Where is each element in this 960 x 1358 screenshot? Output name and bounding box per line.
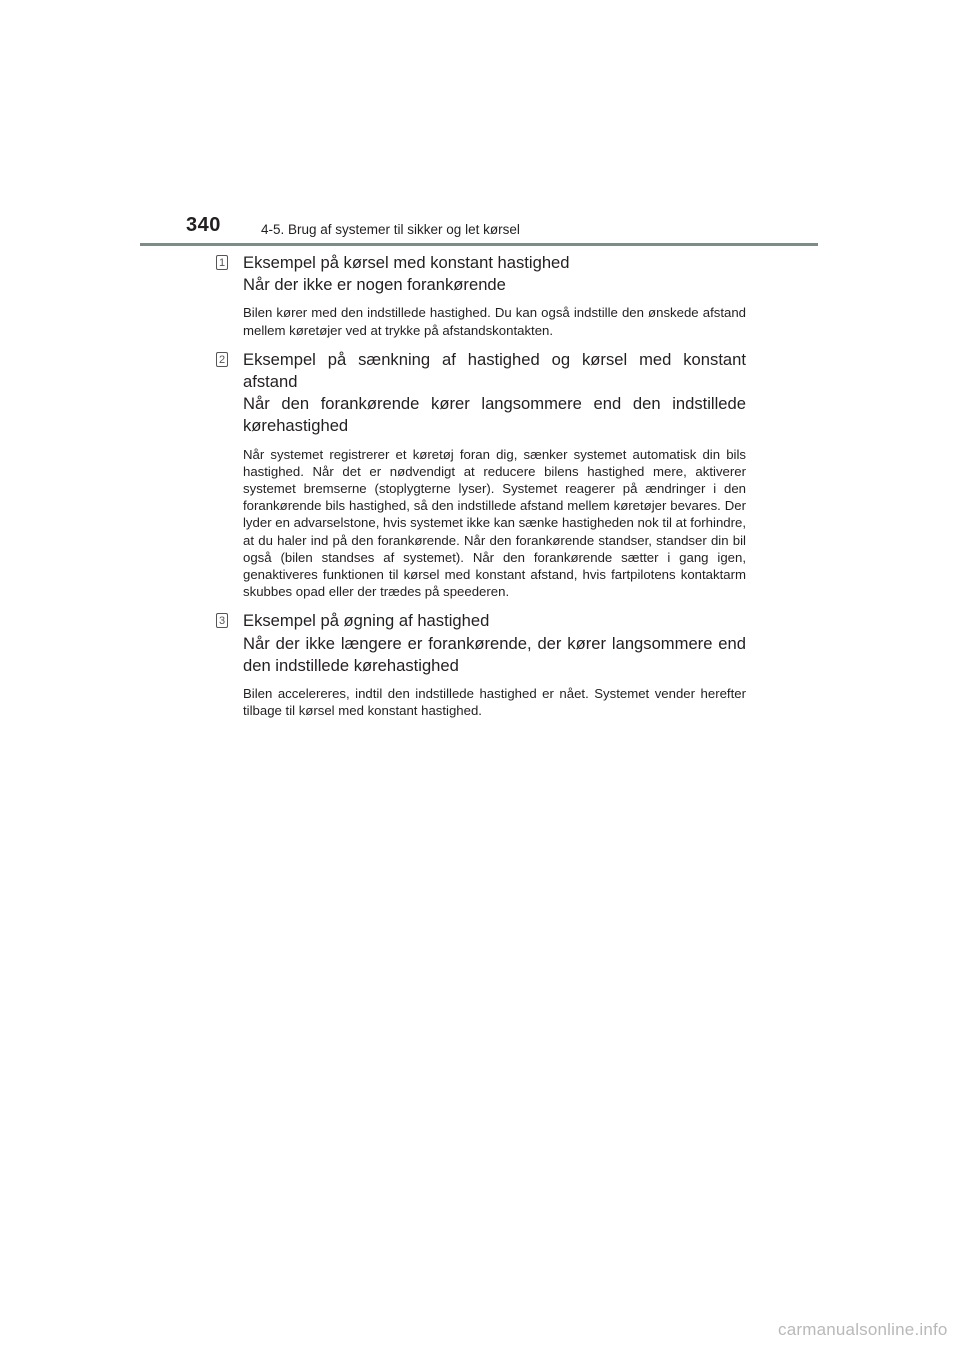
item-heading — [243, 610, 746, 677]
heading-line: Eksempel på øgning af hastighed — [243, 611, 490, 631]
section-title: 4-5. Brug af systemer til sikker og let kørsel — [261, 222, 520, 237]
step-number-badge: 2 — [216, 352, 228, 367]
heading-line: Når der ikke er nogen forankørende — [243, 275, 506, 295]
example-item-3 — [216, 610, 746, 719]
item-heading — [243, 252, 746, 296]
example-item-2 — [216, 349, 746, 601]
item-heading — [243, 349, 746, 438]
heading-line: Når den forankørende kører langsommere end den indstillede kørehastighed — [243, 394, 746, 436]
item-body: Bilen accelereres, indtil den indstillede hastighed er nået. Systemet vender herefter tilbage til kørsel med konstant hastighed. — [243, 686, 746, 719]
heading-line: Eksempel på kørsel med konstant hastighed — [243, 253, 570, 272]
header-divider — [140, 243, 818, 246]
main-content — [216, 252, 746, 727]
example-item-1 — [216, 252, 746, 339]
item-body: Bilen kører med den indstillede hastighed. Du kan også indstille den ønskede afstand mellem køretøjer ved at trykke på afstandskontakten. — [243, 305, 746, 338]
page-number: 340 — [186, 214, 221, 236]
watermark-text: carmanualsonline.info — [778, 1320, 948, 1339]
step-number-badge: 3 — [216, 613, 228, 628]
heading-line: Eksempel på sænkning af hastighed og kørsel med konstant afstand — [243, 349, 746, 392]
step-number-badge: 1 — [216, 255, 228, 270]
item-body: Når systemet registrerer et køretøj foran dig, sænker systemet automatisk din bils hastighed. Når det er nødvendigt at reducere bilens hastighed mere, aktiverer systemet bremserne (stoplygterne lyser). Systemet reagerer på ændringer i den forankørende bils hastighed, så den indstillede afstand mellem køretøjer bevares. Der lyder en advarselstone, hvis systemet ikke kan sænke hastigheden nok til at forhindre, at du haler ind på den forankørende. Når den forankørende standser, standser din bil også (bilen standses af systemet). Når den forankørende sætter i gang igen, genaktiveres funktionen til kørsel med konstant afstand, hvis fartpilotens kontaktarm skubbes opad eller der trædes på speederen. — [243, 446, 746, 600]
heading-line: Når der ikke længere er forankørende, der kører langsommere end den indstillede kørehastighed — [243, 633, 746, 675]
